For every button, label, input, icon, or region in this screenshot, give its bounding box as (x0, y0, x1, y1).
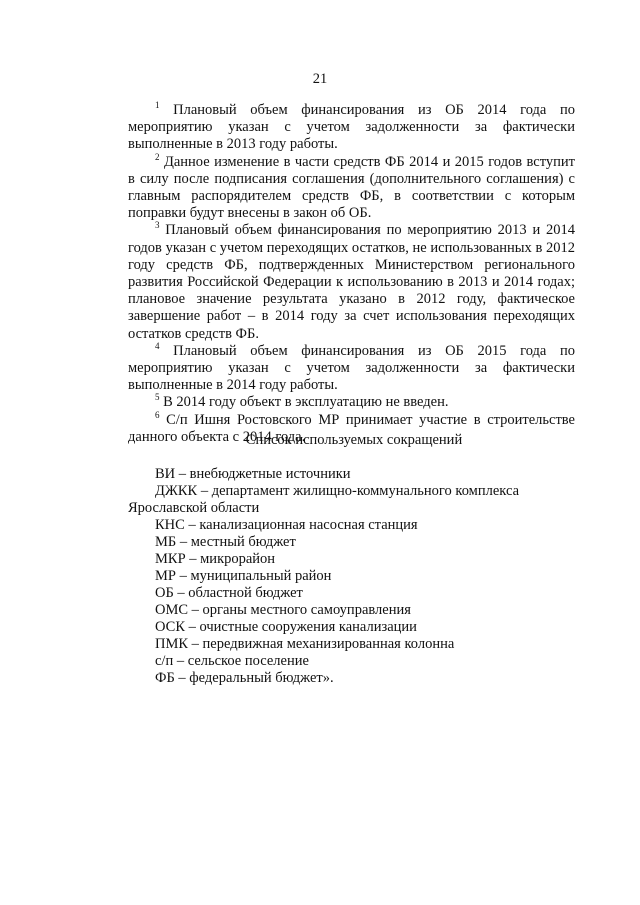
footnote-text: В 2014 году объект в эксплуатацию не введен. (159, 394, 449, 411)
abbreviation-item: ОМС – органы местного самоуправления (155, 602, 411, 618)
page-number: 21 (312, 71, 328, 87)
abbreviations-title: Список используемых сокращений (245, 432, 463, 448)
abbreviation-item: МБ – местный бюджет (155, 534, 296, 550)
footnote-mark: 6 (155, 409, 160, 420)
footnote-text: С/п Ишня Ростовского МР принимает участие в строительстве данного объекта с 2014 года. (128, 411, 575, 445)
abbreviations-list (128, 466, 575, 687)
footnote-mark: 1 (155, 100, 160, 111)
footnote-1 (128, 102, 575, 154)
abbreviation-item: ОСК – очистные сооружения канализации (155, 619, 417, 635)
footnote-mark: 3 (155, 220, 160, 231)
footnote-text: Плановый объем финансирования из ОБ 2015 года по мероприятию указан с учетом задолженности за фактически выполненные в 2014 году работы. (128, 342, 575, 394)
abbreviation-item: с/п – сельское поселение (155, 653, 309, 669)
abbreviation-item: ФБ – федеральный бюджет». (155, 670, 334, 686)
abbreviation-item: ПМК – передвижная механизированная колонна (155, 636, 455, 652)
footnote-mark: 4 (155, 341, 160, 352)
abbreviation-item: МКР – микрорайон (155, 551, 276, 567)
abbreviation-item: ВИ – внебюджетные источники (155, 466, 351, 482)
footnote-text: Плановый объем финансирования по мероприятию 2013 и 2014 годов указан с учетом переходящих остатков, не использованных в 2012 году средств ФБ, подтвержденных Министерством регионального развития Российской Федерации к использованию в 2013 и 2014 годах; плановое значение результата указано в 2012 году, фактическое завершение работ – в 2014 году за счет использования переходящих остатков средств ФБ. (128, 222, 575, 342)
footnote-3 (128, 222, 575, 342)
footnote-2 (128, 151, 575, 223)
abbreviation-item: КНС – канализационная насосная станция (155, 517, 418, 533)
abbreviation-item: МР – муниципальный район (155, 568, 332, 584)
footnotes (128, 102, 575, 446)
footnote-text: Данное изменение в части средств ФБ 2014 и 2015 годов вступит в силу после подписания соглашения (дополнительного соглашения) с главным распорядителем средств ФБ, в соответствии с которым поправки будут внесены в закон об ОБ. (128, 153, 575, 222)
footnote-4 (128, 343, 575, 395)
footnote-mark: 5 (155, 392, 160, 403)
footnote-text: Плановый объем финансирования из ОБ 2014 года по мероприятию указан с учетом задолженности за фактически выполненные в 2013 году работы. (128, 102, 575, 153)
footnote-mark: 2 (155, 151, 160, 162)
abbreviation-item: ДЖКК – департамент жилищно-коммунального комплекса Ярославской области (128, 483, 520, 516)
abbreviation-item: ОБ – областной бюджет (155, 585, 303, 601)
footnote-5 (128, 394, 575, 411)
